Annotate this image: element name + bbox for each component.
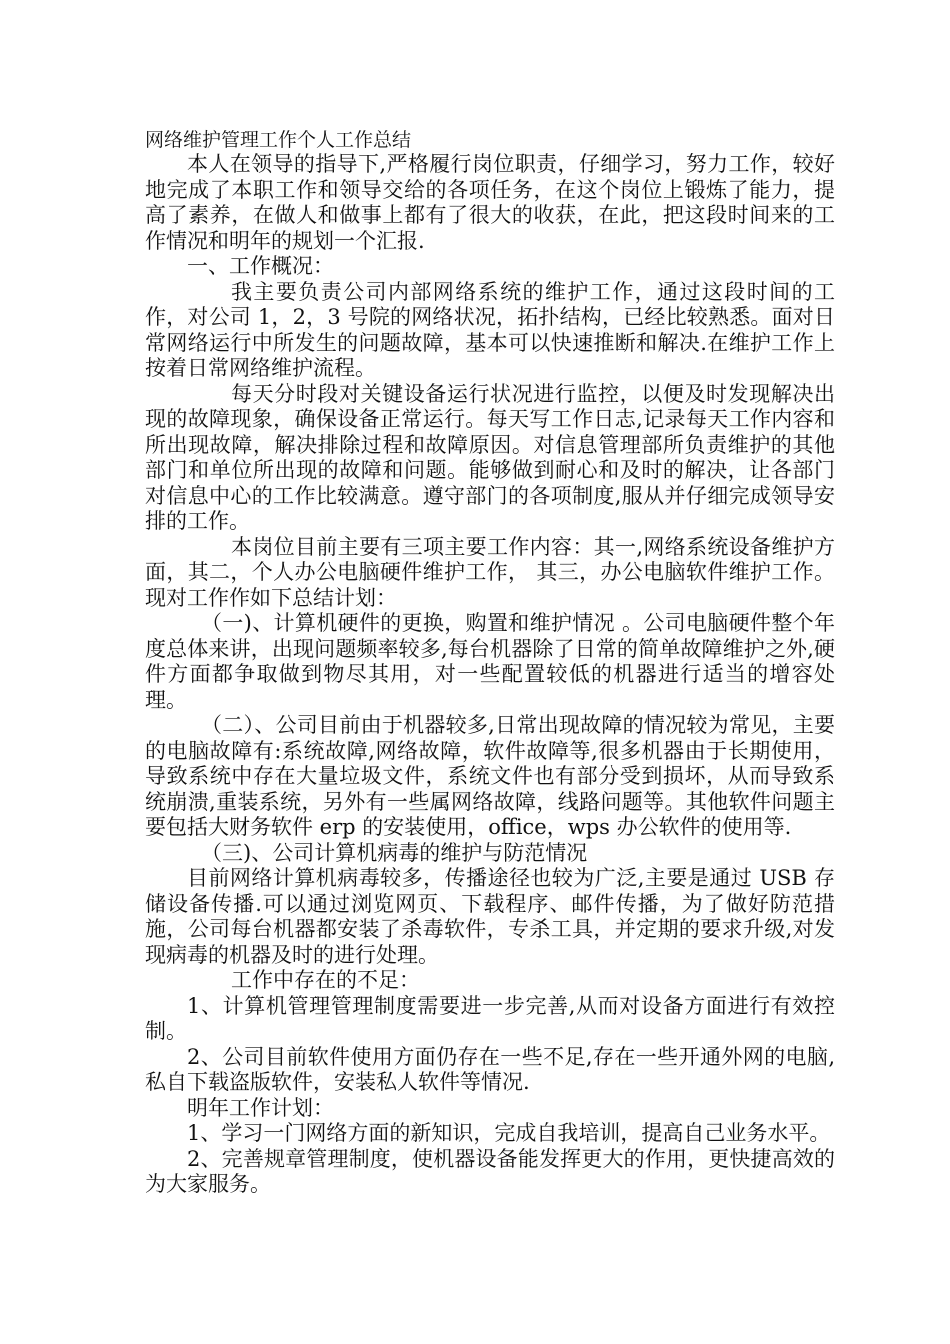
paragraph: 2、完善规章管理制度，使机器设备能发挥更大的作用，更快捷高效的为大家服务。 <box>145 1146 835 1196</box>
document-title: 网络维护管理工作个人工作总结 <box>145 129 412 151</box>
paragraph: 我主要负责公司内部网络系统的维护工作，通过这段时间的工作，对公司 1，2，3 号院的网络状况，拓扑结构，已经比较熟悉。面对日常网络运行中所发生的问题故障，基本可以快速推断和解决.在维护工作上按着日常网络维护流程。 <box>145 279 835 380</box>
paragraph: 2、公司目前软件使用方面仍存在一些不足,存在一些开通外网的电脑,私自下载盗版软件，安装私人软件等情况. <box>145 1044 835 1094</box>
paragraph: 工作中存在的不足： <box>231 968 420 992</box>
paragraph-list <box>145 152 835 1198</box>
paragraph: 1、计算机管理管理制度需要进一步完善,从而对设备方面进行有效控制。 <box>145 993 835 1043</box>
paragraph: （二）、公司目前由于机器较多,日常出现故障的情况较为常见，主要的电脑故障有:系统故障,网络故障，软件故障等,很多机器由于长期使用，导致系统中存在大量垃圾文件，系统文件也有部分受到损坏，从而导致系统崩溃,重装系统，另外有一些属网络故障，线路问题等。其他软件问题主要包括大财务软件 erp 的安装使用，office，wps 办公软件的使用等. <box>145 713 835 839</box>
paragraph: 本岗位目前主要有三项主要工作内容：其一,网络系统设备维护方面，其二，个人办公电脑硬件维护工作， 其三，办公电脑软件维护工作。现对工作作如下总结计划： <box>145 534 835 610</box>
paragraph: （三)、公司计算机病毒的维护与防范情况 <box>201 840 588 865</box>
paragraph: （一)、计算机硬件的更换，购置和维护情况 。公司电脑硬件整个年度总体来讲，出现问题频率较多,每台机器除了日常的简单故障维护之外,硬件方面都争取做到物尽其用，对一些配置较低的机器进行适当的增容处理。 <box>145 611 835 712</box>
document-body <box>145 130 835 1198</box>
paragraph: 一、工作概况： <box>187 254 334 278</box>
paragraph: 目前网络计算机病毒较多，传播途径也较为广泛,主要是通过 USB 存储设备传播.可以通过浏览网页、下载程序、邮件传播，为了做好防范措施，公司每台机器都安装了杀毒软件，专杀工具，并定期的要求升级,对发现病毒的机器及时的进行处理。 <box>145 866 835 967</box>
paragraph: 1、学习一门网络方面的新知识，完成自我培训，提高自己业务水平。 <box>187 1121 831 1145</box>
paragraph: 本人在领导的指导下,严格履行岗位职责，仔细学习，努力工作，较好地完成了本职工作和领导交给的各项任务，在这个岗位上锻炼了能力，提高了素养，在做人和做事上都有了很大的收获，在此，把这段时间来的工作情况和明年的规划一个汇报. <box>145 152 835 253</box>
paragraph: 每天分时段对关键设备运行状况进行监控，以便及时发现解决出现的故障现象，确保设备正常运行。每天写工作日志,记录每天工作内容和所出现故障，解决排除过程和故障原因。对信息管理部所负责维护的其他部门和单位所出现的故障和问题。能够做到耐心和及时的解决，让各部门对信息中心的工作比较满意。遵守部门的各项制度,服从并仔细完成领导安排的工作。 <box>145 381 835 533</box>
paragraph: 明年工作计划： <box>187 1095 334 1120</box>
